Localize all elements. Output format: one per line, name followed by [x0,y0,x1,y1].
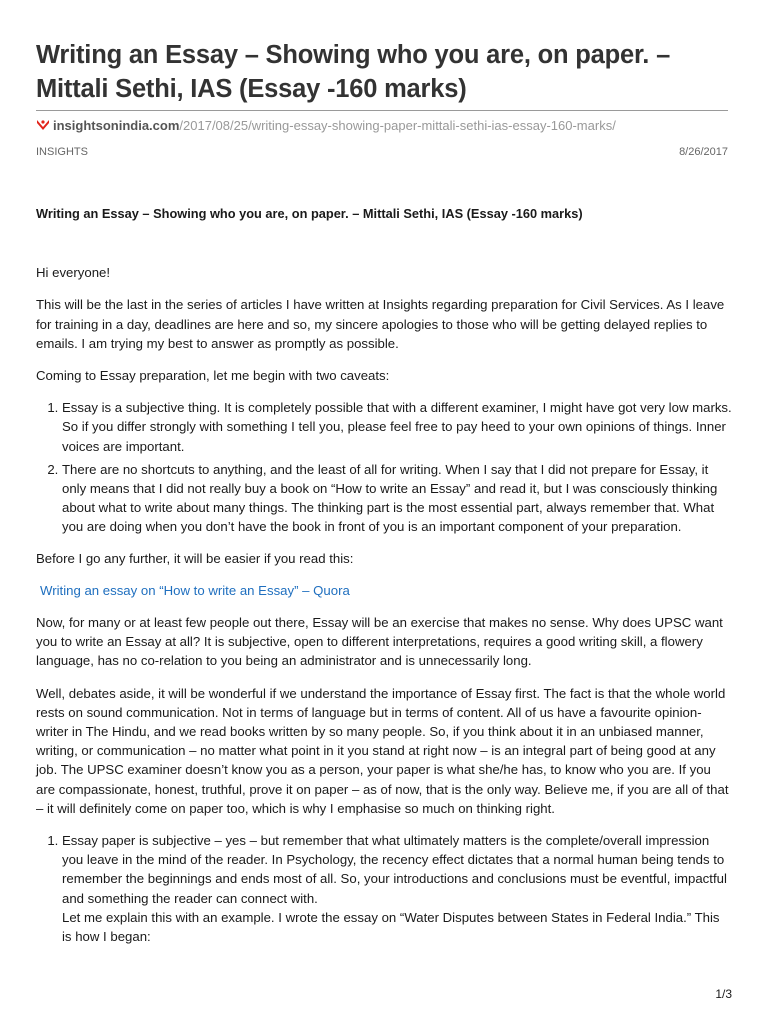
source-path[interactable]: /2017/08/25/writing-essay-showing-paper-mittali-sethi-ias-essay-160-marks/ [179,118,616,133]
list-item [62,831,732,946]
link-paragraph [36,581,732,600]
article-body [36,204,732,958]
meta-row [36,146,728,158]
page-number: 1/3 [715,987,732,1001]
category-label: INSIGHTS [36,146,88,158]
point-continuation: Let me explain this with an example. I wrote the essay on “Water Disputes between States in Federal India.” This is how I began: [62,909,720,945]
caveats-list [36,398,732,536]
paragraph: Well, debates aside, it will be wonderful if we understand the importance of Essay first. The fact is that the whole world rests on sound communication. Not in terms of language but in terms of content. All of us have a favourite opinion-writer in The Hindu, and we read books written by so many people. So, if you think about it in an unbiased manner, writing, or communication – no matter what point in it you stand at right now – is an integral part of being good at any job. The UPSC examiner doesn’t know you as a person, your paper is what she/he has, to know who you are. If you are compassionate, honest, truthful, prove it on paper – as of now, that is the only way. Believe me, if you are all of that – it will definitely come on paper too, which is why I emphasise so much on thinking right. [36,685,729,816]
title-divider [36,110,728,111]
source-domain[interactable]: insightsonindia.com [53,118,180,133]
insights-logo-icon [36,119,50,131]
article-subhead: Writing an Essay – Showing who you are, on paper. – Mittali Sethi, IAS (Essay -160 marks) [36,206,583,221]
paragraph: This will be the last in the series of articles I have written at Insights regarding preparation for Civil Services. As I leave for training in a day, deadlines are here and so, my sincere apologies to those who will be getting delayed replies to emails. I am trying my best to answer as promptly as possible. [36,297,725,351]
publish-date: 8/26/2017 [679,146,728,158]
greeting: Hi everyone! [36,265,111,281]
source-line [36,117,616,135]
paragraph: Before I go any further, it will be easier if you read this: [36,550,354,566]
quora-link[interactable]: Writing an essay on “How to write an Essay” – Quora [40,582,350,598]
paragraph: Now, for many or at least few people out there, Essay will be an exercise that makes no sense. Why does UPSC want you to write an Essay at all? It is subjective, open to different interpretations, requires a good writing skill, a flowery language, has no co-relation to you being an administrator and is unnecessarily long. [36,615,723,669]
list-item: 2. There are no shortcuts to anything, and the least of all for writing. When I say that I did not prepare for Essay, it only means that I did not really buy a book on “How to write an Essay” and read it, but I was consciously thinking about what to write about many things. The thinking part is the most essential part, always remember that. What you are doing when you don’t have the book in front of you is an important component of your preparation. [62,460,732,537]
list-item: 1. Essay is a subjective thing. It is completely possible that with a different examiner, I might have got very low marks. So if you differ strongly with something I tell you, please feel free to pay heed to your own opinions of things. Inner voices are important. [62,398,732,456]
paragraph: Coming to Essay preparation, let me begin with two caveats: [36,368,390,384]
point-text: Essay paper is subjective – yes – but remember that what ultimately matters is the complete/overall impression you leave in the mind of the reader. In Psychology, the recency effect dictates that a normal human being tends to remember the beginnings and ends most of all. So, your introductions and conclusions must be eventful, impactful and something the reader can connect with. [62,833,727,906]
points-list [36,831,732,946]
page-title: Writing an Essay – Showing who you are, on paper. – Mittali Sethi, IAS (Essay -160 marks) [36,41,671,103]
